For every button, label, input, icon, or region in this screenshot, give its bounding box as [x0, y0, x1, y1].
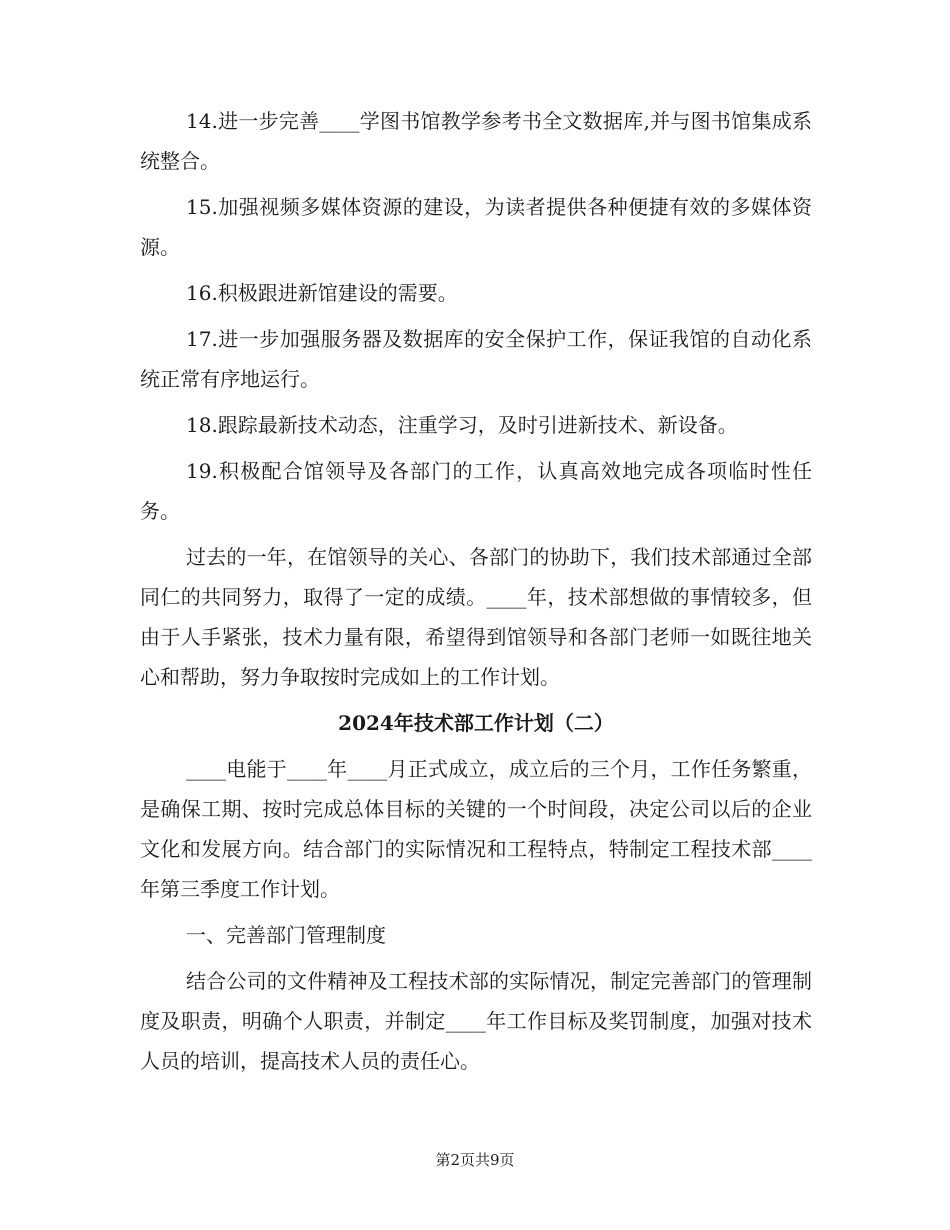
paragraph-item-18: 18.跟踪最新技术动态，注重学习，及时引进新技术、新设备。: [186, 413, 738, 437]
document-body: [140, 101, 812, 1087]
paragraph-summary: 过去的一年，在馆领导的关心、各部门的协助下，我们技术部通过全部同仁的共同努力，取得了一定的成绩。____年，技术部想做的事情较多，但由于人手紧张，技术力量有限，希望得到馆领导和各部门老师一如既往地关心和帮助，努力争取按时完成如上的工作计划。: [140, 545, 812, 689]
paragraph-item-16: 16.积极跟进新馆建设的需要。: [186, 281, 458, 305]
page-number-footer: 第2页共9页: [435, 1151, 515, 1169]
paragraph-management: 结合公司的文件精神及工程技术部的实际情况，制定完善部门的管理制度及职责，明确个人职责，并制定____年工作目标及奖罚制度，加强对技术人员的培训，提高技术人员的责任心。: [140, 969, 812, 1073]
paragraph-intro: ____电能于____年____月正式成立，成立后的三个月，工作任务繁重，是确保工期、按时完成总体目标的关键的一个时间段，决定公司以后的企业文化和发展方向。结合部门的实际情况和工程特点，特制定工程技术部____年第三季度工作计划。: [140, 757, 812, 901]
section-title: 2024年技术部工作计划（二）: [338, 711, 614, 735]
paragraph-subheading: 一、完善部门管理制度: [186, 923, 386, 947]
paragraph-item-17: 17.进一步加强服务器及数据库的安全保护工作，保证我馆的自动化系统正常有序地运行。: [140, 327, 812, 391]
paragraph-item-15: 15.加强视频多媒体资源的建设，为读者提供各种便捷有效的多媒体资源。: [140, 195, 812, 259]
paragraph-item-14: 14.进一步完善____学图书馆教学参考书全文数据库,并与图书馆集成系统整合。: [140, 109, 812, 173]
paragraph-item-19: 19.积极配合馆领导及各部门的工作，认真高效地完成各项临时性任务。: [140, 459, 812, 523]
